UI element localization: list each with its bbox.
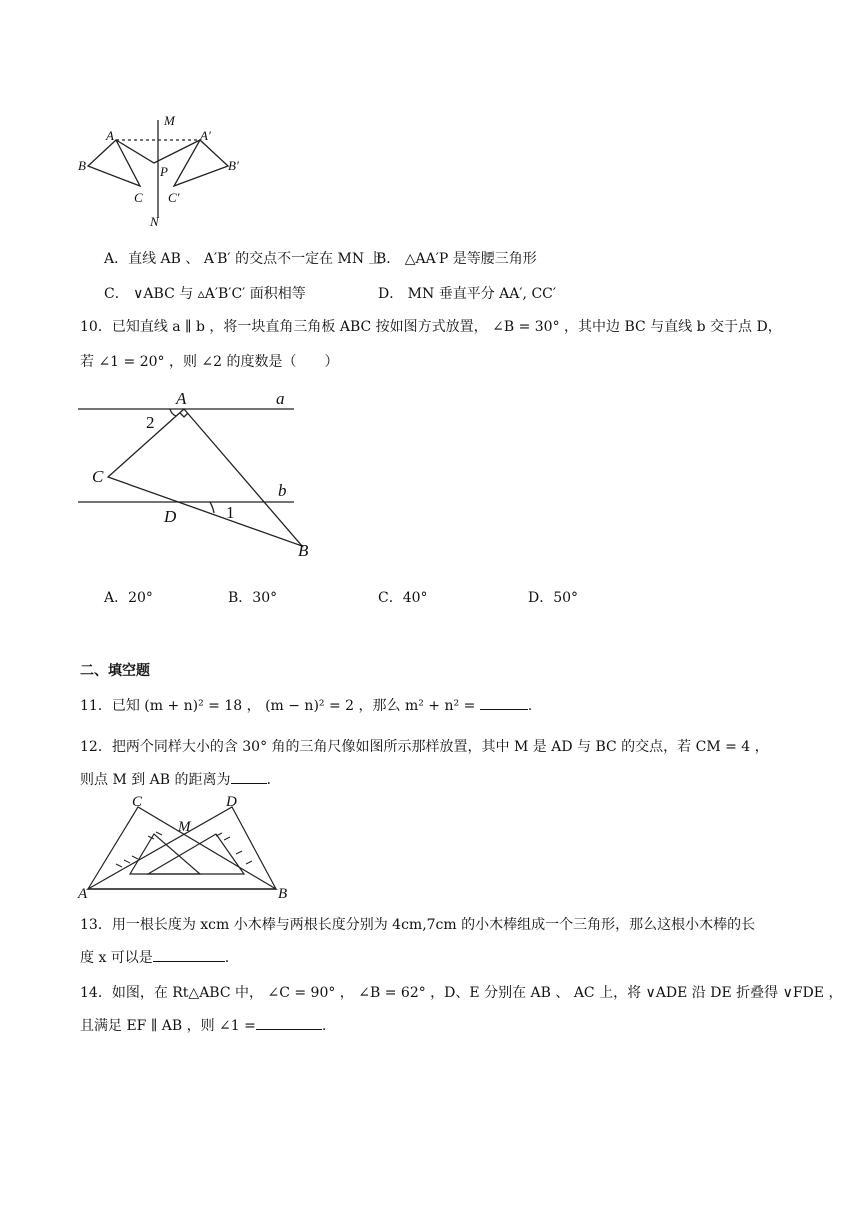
q10-text-line2: 若 ∠1 = 20° ，则 ∠2 的度数是（ ） — [80, 354, 339, 370]
q10-label-C: C — [92, 467, 104, 486]
q10-label-A: A — [176, 389, 187, 408]
q12-answer-blank[interactable] — [231, 769, 267, 784]
q14-text-line1: 14．如图，在 Rt△ABC 中， ∠C = 90° ， ∠B = 62° ，D、E 分别在 AB 、 AC 上，将 ∨ADE 沿 DE 折叠得 ∨FDE ， — [80, 985, 843, 1001]
q11-end: . — [527, 698, 533, 714]
q10-option-a: A．20° — [104, 590, 153, 606]
q10-figure — [72, 384, 322, 564]
q12-label-D: D — [226, 794, 237, 810]
q10-label-D: D — [164, 507, 177, 526]
fig9-label-P: P — [160, 164, 168, 179]
q9-figure — [72, 108, 252, 230]
q11-text: 11．已知 (m + n)² = 18 ， (m − n)² = 2 ，那么 m² + n² = — [80, 698, 476, 714]
q10-label-B: B — [298, 541, 309, 560]
q12-label-C: C — [132, 794, 143, 810]
q10-label-b: b — [278, 481, 287, 500]
fig9-label-N: N — [150, 214, 159, 229]
q13-end: . — [224, 950, 230, 966]
q13-line2 — [80, 947, 229, 967]
q9-option-c: C． ∨ABC 与 ▵A′B′C′ 面积相等 — [104, 286, 306, 302]
fig9-label-M: M — [164, 113, 175, 128]
q10-text-line1: 10．已知直线 a ∥ b ，将一块直角三角板 ABC 按如图方式放置， ∠B = 30° ，其中边 BC 与直线 b 交于点 D， — [80, 319, 782, 335]
fig9-label-C: C — [134, 190, 143, 205]
q9-option-d: D． MN 垂直平分 AA′, CC′ — [378, 286, 557, 302]
q13-answer-blank[interactable] — [153, 947, 225, 962]
q10-option-c: C．40° — [378, 590, 428, 606]
q9-option-b: B． △AA′P 是等腰三角形 — [376, 251, 537, 267]
q12-text-line1: 12．把两个同样大小的含 30° 角的三角尺像如图所示那样放置，其中 M 是 AD 与 BC 的交点，若 CM = 4 ， — [80, 739, 769, 755]
q13-text-line2: 度 x 可以是 — [80, 950, 153, 966]
q11-answer-blank[interactable] — [480, 695, 528, 710]
q14-end: . — [321, 1018, 327, 1034]
fig9-label-B: B — [78, 158, 86, 173]
q10-label-a: a — [276, 389, 285, 408]
q12-figure — [76, 794, 298, 902]
q12-text-line2: 则点 M 到 AB 的距离为 — [80, 772, 231, 788]
q12-label-B: B — [278, 886, 288, 902]
q11-line — [80, 695, 532, 715]
q12-label-A: A — [78, 886, 88, 902]
fig9-label-B-prime: B′ — [228, 158, 239, 173]
q12-label-M: M — [178, 819, 191, 835]
q10-label-1: 1 — [226, 503, 235, 522]
q10-label-2: 2 — [146, 413, 155, 432]
q12-line2 — [80, 769, 271, 789]
q14-text-line2: 且满足 EF ∥ AB ，则 ∠1 = — [80, 1018, 256, 1034]
fig9-label-C-prime: C′ — [168, 190, 180, 205]
q10-option-b: B．30° — [228, 590, 278, 606]
fig9-label-A-prime: A′ — [200, 128, 211, 143]
q9-option-a: A．直线 AB 、 A′B′ 的交点不一定在 MN 上 — [104, 251, 383, 267]
q14-line2 — [80, 1015, 326, 1035]
fig9-label-A: A — [106, 128, 114, 143]
section-title: 二、填空题 — [80, 663, 150, 679]
q10-option-d: D．50° — [528, 590, 579, 606]
q14-answer-blank[interactable] — [256, 1015, 322, 1030]
q12-end: . — [266, 772, 271, 788]
q13-text-line1: 13．用一根长度为 xcm 小木棒与两根长度分别为 4cm,7cm 的小木棒组成一个三角形，那么这根小木棒的长 — [80, 917, 756, 933]
